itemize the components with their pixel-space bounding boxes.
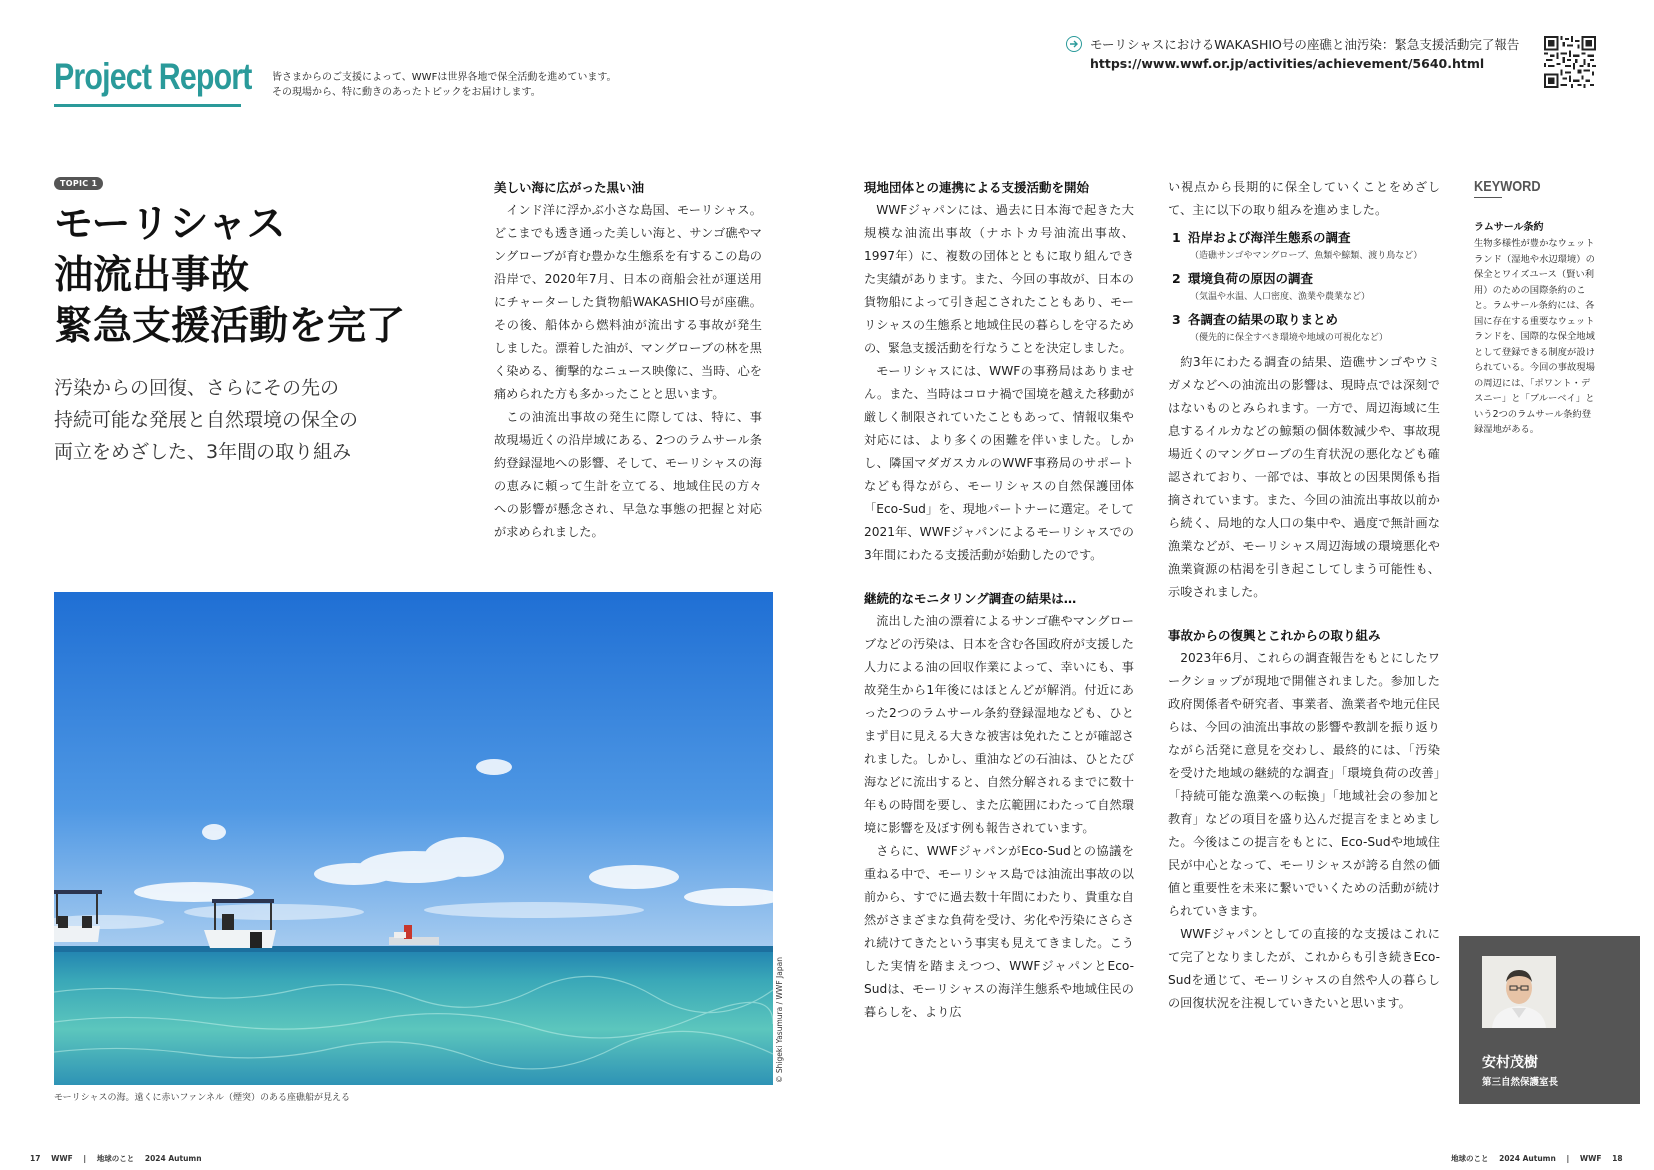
paragraph-continued: い視点から長期的に保全していくことをめざして、主に以下の取り組みを進めました。	[1168, 180, 1440, 217]
subhead-line: 両立をめざした、3年間の取り組み	[54, 441, 352, 463]
initiative-list	[1168, 228, 1440, 347]
paragraph: インド洋に浮かぶ小さな島国、モーリシャス。どこまでも透き通った美しい海と、サンゴ礁やマングローブが育む豊かな生態系を有するこの島の沿岸で、2020年7月、日本の商船会社が運送用にチャーターした貨物船WAKASHIO号が座礁。その後、船体から燃料油が流出する事故が発生しました。漂着した油が、マングローブの林を黒く染める、衝撃的なニュース映像に、当時、心を痛められた方も多かったことと思います。	[494, 203, 762, 401]
section-heading: 現地団体との連携による支援活動を開始	[864, 180, 1090, 195]
list-item-title: 環境負荷の原因の調査	[1188, 271, 1314, 286]
footer-right	[1451, 1153, 1631, 1164]
section-spacer	[864, 567, 1134, 587]
related-link-url[interactable]: https://www.wwf.or.jp/activities/achievement/5640.html	[1090, 56, 1485, 71]
paragraph: モーリシャスには、WWFの事務局はありません。また、当時はコロナ禍で国境を越えた移動が厳しく制限されていたこともあって、情報収集や対応には、より多くの困難を伴いました。しかし、隣国マダガスカルのWWF事務局のサポートなども得ながら、モーリシャスの自然保護団体「Eco-Sud」を、現地パートナーに選定。そして2021年、WWFジャパンによるモーリシャスでの3年間にわたる支援活動が始動したのです。	[864, 364, 1134, 562]
keyword-description: 生物多様性が豊かなウェットランド（湿地や水辺環境）の保全とワイズユース（賢い利用）のための国際条約のこと。ラムサール条約には、各国に存在する重要なウェットランドを、国際的な保全地域として登録できる制度が設けられている。今回の事故現場の周辺には、「ポワント・デスニー」と「ブルーベイ」という2つのラムサール条約登録湿地がある。	[1474, 238, 1595, 435]
footer-brand: WWF	[1579, 1154, 1602, 1163]
photo-caption: モーリシャスの海。遠くに赤いファンネル（煙突）のある座礁船が見える	[54, 1093, 351, 1103]
paragraph: WWFジャパンには、過去に日本海で起きた大規模な油流出事故（ナホトカ号油流出事故、1997年）に、複数の団体とともに取り組んできた実績があります。また、今回の事故が、日本の貨物船によって引き起こされたこともあり、モーリシャスの生態系と地域住民の暮らしを守るための、緊急支援活動を行なうことを決定しました。	[864, 203, 1134, 355]
section-intro	[272, 70, 617, 100]
paragraph: 2023年6月、これらの調査報告をもとにしたワークショップが現地で開催されました。参加した政府関係者や研究者、事業者、漁業者や地元住民らは、今回の油流出事故の影響や教訓を振り返りながら活発に意見を交わし、最終的には、「汚染を受けた地域の継続的な調査」「環境負荷の改善」「持続可能な漁業への転換」「地域社会の参加と教育」などの項目を盛り込んだ提言をまとめました。今後はこの提言をもとに、Eco-Sudや地域住民が中心となって、モーリシャスが誇る自然の価値と重要性を未来に繋いでいくための活動が続けられていきます。	[1168, 651, 1440, 918]
list-item-note: （気温や水温、人口密度、漁業や農業など）	[1190, 292, 1371, 302]
intro-line: その現場から、特に動きのあったトピックをお届けします。	[272, 87, 541, 98]
ocean-photo	[54, 592, 773, 1085]
footer-left	[30, 1153, 210, 1164]
article-column-1	[494, 176, 762, 544]
list-number: 2	[1172, 271, 1181, 286]
footer-separator: |	[1566, 1154, 1570, 1163]
headline-line: モーリシャス	[54, 202, 286, 247]
list-item	[1168, 269, 1440, 306]
paragraph: さらに、WWFジャパンがEco-Sudとの協議を重ねる中で、モーリシャス島では油流出事故の以前から、すでに過去数十年間にわたり、貴重な自然がさまざまな負荷を受け、劣化や汚染にさらされ続けてきたという事実も見えてきました。こうした実情を踏まえつつ、WWFジャパンとEco-Sudは、モーリシャスの海洋生態系や地域住民の暮らしを、より広	[864, 844, 1134, 1019]
photo-credit: © Shigeki Yasumura / WWF Japan	[775, 957, 784, 1083]
paragraph: この油流出事故の発生に際しては、特に、事故現場近くの沿岸域にある、2つのラムサール条約登録湿地への影響、そして、モーリシャスの海の恵みに頼って生計を立てる、地域住民の方々への影響が懸念され、早急な事態の把握と対応が求められました。	[494, 410, 762, 539]
list-item-note: （優先的に保全すべき環境や地域の可視化など）	[1190, 333, 1388, 343]
article-subhead	[54, 372, 454, 468]
list-item	[1168, 310, 1440, 347]
footer-brand: WWF	[51, 1154, 73, 1163]
staff-name: 安村茂樹	[1482, 1055, 1538, 1071]
list-item	[1168, 228, 1440, 265]
list-item-title: 沿岸および海洋生態系の調査	[1188, 230, 1351, 245]
staff-role: 第三自然保護室長	[1482, 1077, 1559, 1088]
footer-issue: 2024 Autumn	[144, 1154, 202, 1163]
paragraph: WWFジャパンとしての直接的な支援はこれにて完了となりましたが、これからも引き続きEco-Sudを通じて、モーリシャスの自然や人の暮らしの回復状況を注視していきたいと思います。	[1168, 927, 1440, 1010]
keyword-term: ラムサール条約	[1474, 222, 1544, 233]
subhead-line: 汚染からの回復、さらにその先の	[54, 377, 340, 399]
topic-badge: TOPIC 1	[54, 177, 103, 190]
related-link-title[interactable]: モーリシャスにおけるWAKASHIO号の座礁と油汚染：緊急支援活動完了報告	[1090, 37, 1520, 52]
staff-card	[1459, 936, 1640, 1104]
article-column-3	[1168, 176, 1440, 1015]
article-headline	[54, 199, 474, 352]
list-number: 1	[1172, 230, 1181, 245]
section-heading: 美しい海に広がった黒い油	[494, 180, 645, 195]
intro-line: 皆さまからのご支援によって、WWFは世界各地で保全活動を進めています。	[272, 72, 617, 83]
staff-portrait	[1482, 956, 1556, 1028]
paragraph: 流出した油の漂着によるサンゴ礁やマングローブなどの汚染は、日本を含む各国政府が支援した人力による油の回収作業によって、幸いにも、事故発生から1年後にはほとんどが解消。付近にあった2つのラムサール条約登録湿地なども、ひとまず目に見える大きな被害は免れたことが確認されました。しかし、重油などの石油は、ひとたび海などに流出すると、自然分解されるまでに数十年もの時間を要し、また広範囲にわたって自然環境に影響を及ぼす例も報告されています。	[864, 614, 1134, 835]
footer-magazine: 地球のこと	[1451, 1154, 1489, 1163]
page-number: 18	[1612, 1154, 1623, 1163]
list-item-title: 各調査の結果の取りまとめ	[1188, 312, 1339, 327]
paragraph: 約3年にわたる調査の結果、造礁サンゴやウミガメなどへの油流出の影響は、現時点では深刻ではないものとみられます。一方で、周辺海域に生息するイルカなどの鯨類の個体数減少や、事故現場近くのマングローブの生育状況の悪化なども確認されており、一部では、事故との因果関係も指摘されています。また、今回の油流出事故以前から続く、局地的な人口の集中や、過度で無計画な漁業などが、モーリシャス周辺海域の環境悪化や漁業資源の枯渇を引き起こしてしまう可能性も、示唆されました。	[1168, 355, 1440, 599]
section-spacer	[1168, 604, 1440, 624]
section-heading: 事故からの復興とこれからの取り組み	[1168, 628, 1381, 643]
subhead-line: 持続可能な発展と自然環境の保全の	[54, 409, 359, 431]
list-item-note: （造礁サンゴやマングローブ、魚類や鯨類、渡り鳥など）	[1190, 251, 1423, 261]
section-title-underline	[54, 104, 241, 107]
section-title: Project Report	[54, 56, 252, 97]
section-heading: 継続的なモニタリング調査の結果は…	[864, 591, 1077, 606]
footer-separator: |	[83, 1154, 87, 1163]
qr-code-icon[interactable]	[1544, 36, 1596, 88]
arrow-right-icon	[1066, 36, 1082, 52]
headline-line: 緊急支援活動を完了	[54, 304, 406, 349]
keyword-underline	[1474, 197, 1502, 198]
list-number: 3	[1172, 312, 1181, 327]
footer-issue: 2024 Autumn	[1499, 1154, 1556, 1163]
keyword-title: KEYWORD	[1474, 178, 1541, 195]
page-number: 17	[30, 1154, 41, 1163]
headline-line: 油流出事故	[54, 253, 250, 298]
footer-magazine: 地球のこと	[96, 1154, 135, 1163]
article-column-2	[864, 176, 1134, 1024]
